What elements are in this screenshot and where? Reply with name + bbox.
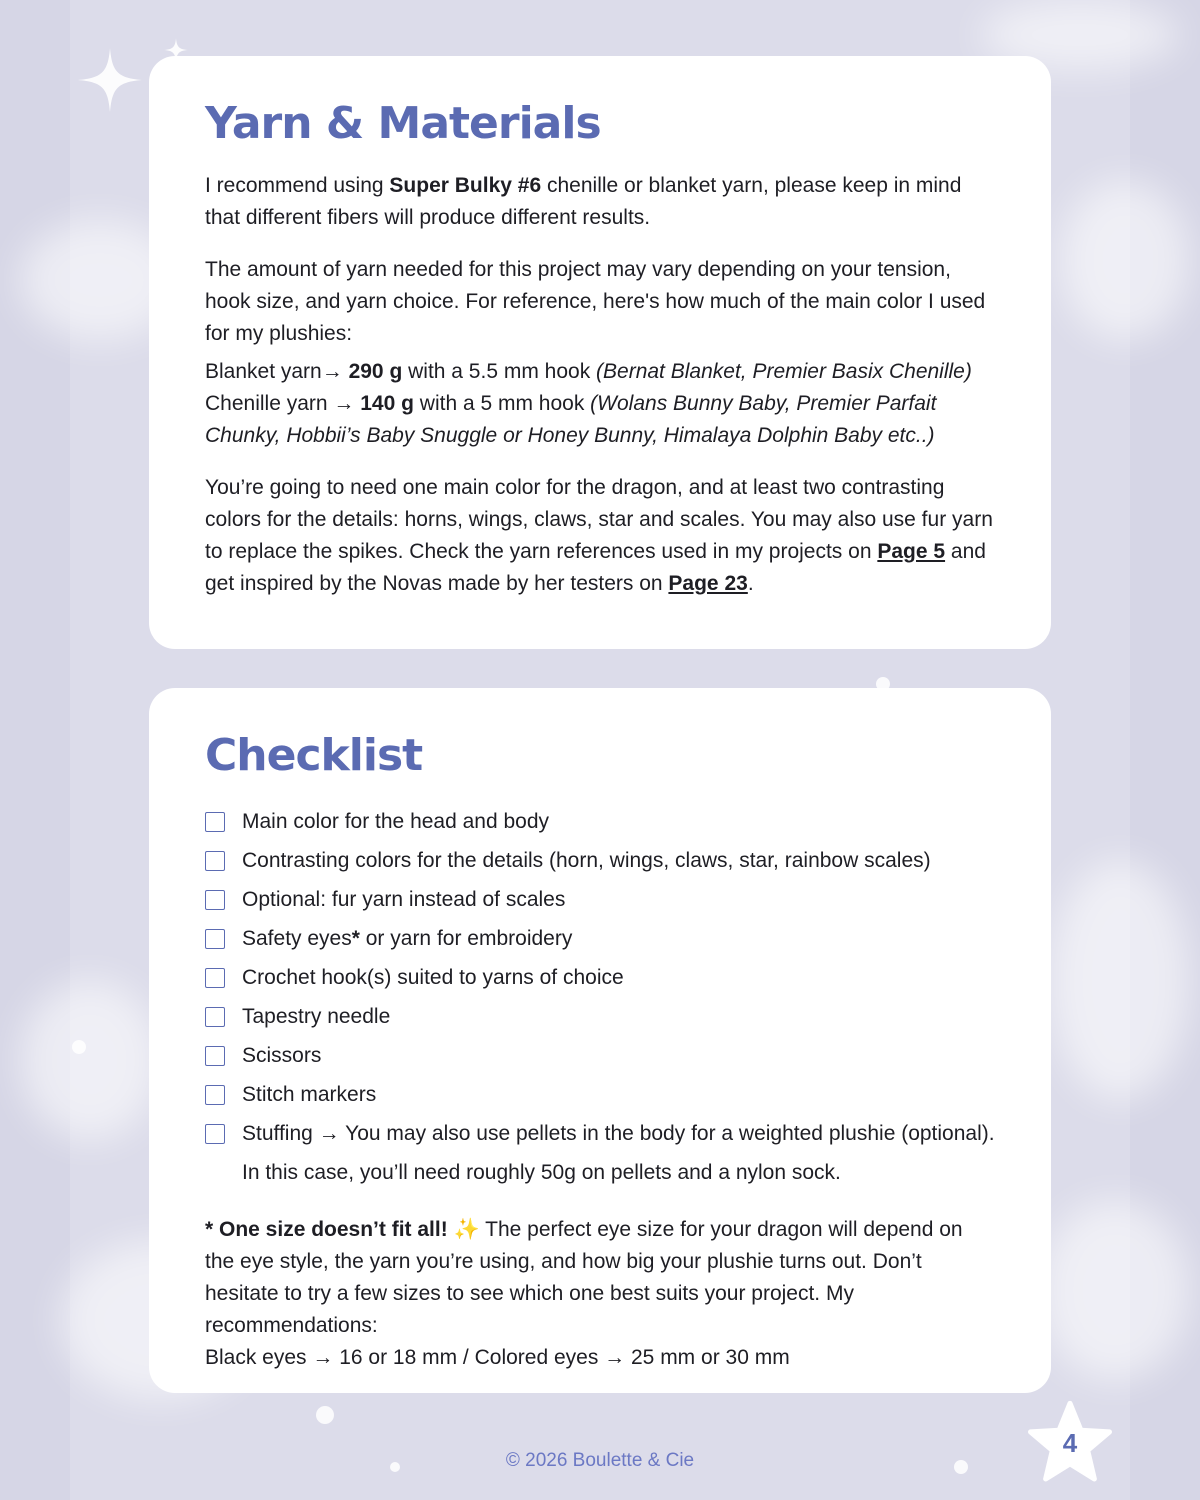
checklist-item [205, 997, 995, 1036]
blanket-yarn-line [205, 356, 995, 388]
checklist-item-label: Contrasting colors for the details (horn, wings, claws, star, rainbow scales) [242, 849, 931, 872]
checklist-item-label: Scissors [242, 1044, 322, 1067]
checklist-item-label: Stitch markers [242, 1083, 377, 1106]
text-span: The perfect eye size for your dragon will depend on the eye style, the yarn you’re using, and how big your plushie turns out. Don’t hesitate to try a few sizes to see which one best suits your project. My recommendations: [205, 1218, 963, 1337]
text-span: . [747, 572, 754, 595]
text-span: chenille or blanket yarn, please keep in mind that different fibers will produce different results. [205, 174, 962, 229]
page-23-link[interactable]: Page 23 [668, 572, 748, 595]
sparkles-icon: ✨ [447, 1218, 480, 1241]
cloud-decoration [1050, 860, 1190, 1100]
checklist-item-label: Crochet hook(s) suited to yarns of choice [242, 966, 624, 989]
checkbox[interactable] [205, 1007, 225, 1027]
italic-text: (Wolans Bunny Baby, Premier Parfait Chunky, Hobbii’s Baby Snuggle or Honey Bunny, Himalaya Dolphin Baby etc..) [205, 392, 937, 447]
copyright-footer: © 2026 Boulette & Cie [505, 1450, 695, 1471]
cloud-decoration [20, 980, 160, 1140]
page-5-link[interactable]: Page 5 [877, 540, 946, 563]
checkbox[interactable] [205, 1124, 225, 1144]
checklist-item [205, 1036, 995, 1075]
text-span: Chenille yarn → [205, 392, 361, 415]
eye-size-note [205, 1214, 995, 1374]
checklist-item [205, 880, 995, 919]
page-number-badge [1028, 1400, 1112, 1484]
colors-paragraph [205, 472, 995, 600]
text-span: You’re going to need one main color for the dragon, and at least two contrasting colors for the details: horns, wings, claws, star and scales. You may also use fur yarn to replace the spikes. Check the yarn references used in my projects on [205, 476, 993, 563]
italic-text: (Bernat Blanket, Premier Basix Chenille) [596, 360, 972, 383]
dot-decoration [316, 1406, 334, 1424]
checklist-item-label: Stuffing → You may also use pellets in the body for a weighted plushie (optional). In this case, you’ll need roughly 50g on pellets and a nylon sock. [242, 1122, 995, 1184]
checklist-item [205, 1114, 995, 1192]
checklist-card [149, 688, 1051, 1393]
checklist-item-label: Tapestry needle [242, 1005, 391, 1028]
checkbox[interactable] [205, 1085, 225, 1105]
checkbox[interactable] [205, 890, 225, 910]
cloud-decoration [1040, 1200, 1190, 1380]
checkbox[interactable] [205, 1046, 225, 1066]
checklist [205, 802, 995, 1192]
text-span: with a 5 mm hook [413, 392, 591, 415]
checkbox[interactable] [205, 812, 225, 832]
recommendation-paragraph [205, 170, 995, 234]
text-span: with a 5.5 mm hook [402, 360, 597, 383]
bold-text: 140 g [360, 392, 414, 415]
dot-decoration [72, 1040, 86, 1054]
bold-text: * One size doesn’t fit all! [205, 1218, 448, 1241]
chenille-yarn-line [205, 388, 995, 452]
background-left-strip [0, 0, 70, 1500]
checklist-item [205, 1075, 995, 1114]
checkbox[interactable] [205, 851, 225, 871]
checklist-item [205, 919, 995, 958]
text-span: I recommend using [205, 174, 390, 197]
checklist-item-label: Optional: fur yarn instead of scales [242, 888, 566, 911]
checklist-item-label: Main color for the head and body [242, 810, 550, 833]
checklist-item [205, 802, 995, 841]
text-span: and get inspired by the Novas made by her testers on [205, 540, 986, 595]
amount-paragraph: The amount of yarn needed for this project may vary depending on your tension, hook size, and yarn choice. For reference, here's how much of the main color I used for my plushies: [205, 258, 986, 345]
yarn-materials-card [149, 56, 1051, 649]
asterisk: * [351, 927, 360, 950]
checkbox[interactable] [205, 968, 225, 988]
cloud-decoration [1060, 180, 1190, 340]
bold-text: Super Bulky #6 [389, 174, 542, 197]
eye-recommendations: Black eyes → 16 or 18 mm / Colored eyes → 25 mm or 30 mm [205, 1346, 790, 1369]
checklist-item-label: Safety eyes [242, 927, 352, 950]
section-title: Yarn & Materials [205, 98, 601, 149]
bold-text: 290 g [348, 360, 403, 383]
checklist-item-label: or yarn for embroidery [359, 927, 573, 950]
checkbox[interactable] [205, 929, 225, 949]
sparkle-icon [78, 48, 142, 112]
section-title: Checklist [205, 730, 423, 781]
page-number: 4 [1062, 1428, 1078, 1458]
checklist-item [205, 841, 995, 880]
checklist-item [205, 958, 995, 997]
text-span: Blanket yarn→ [205, 360, 349, 383]
